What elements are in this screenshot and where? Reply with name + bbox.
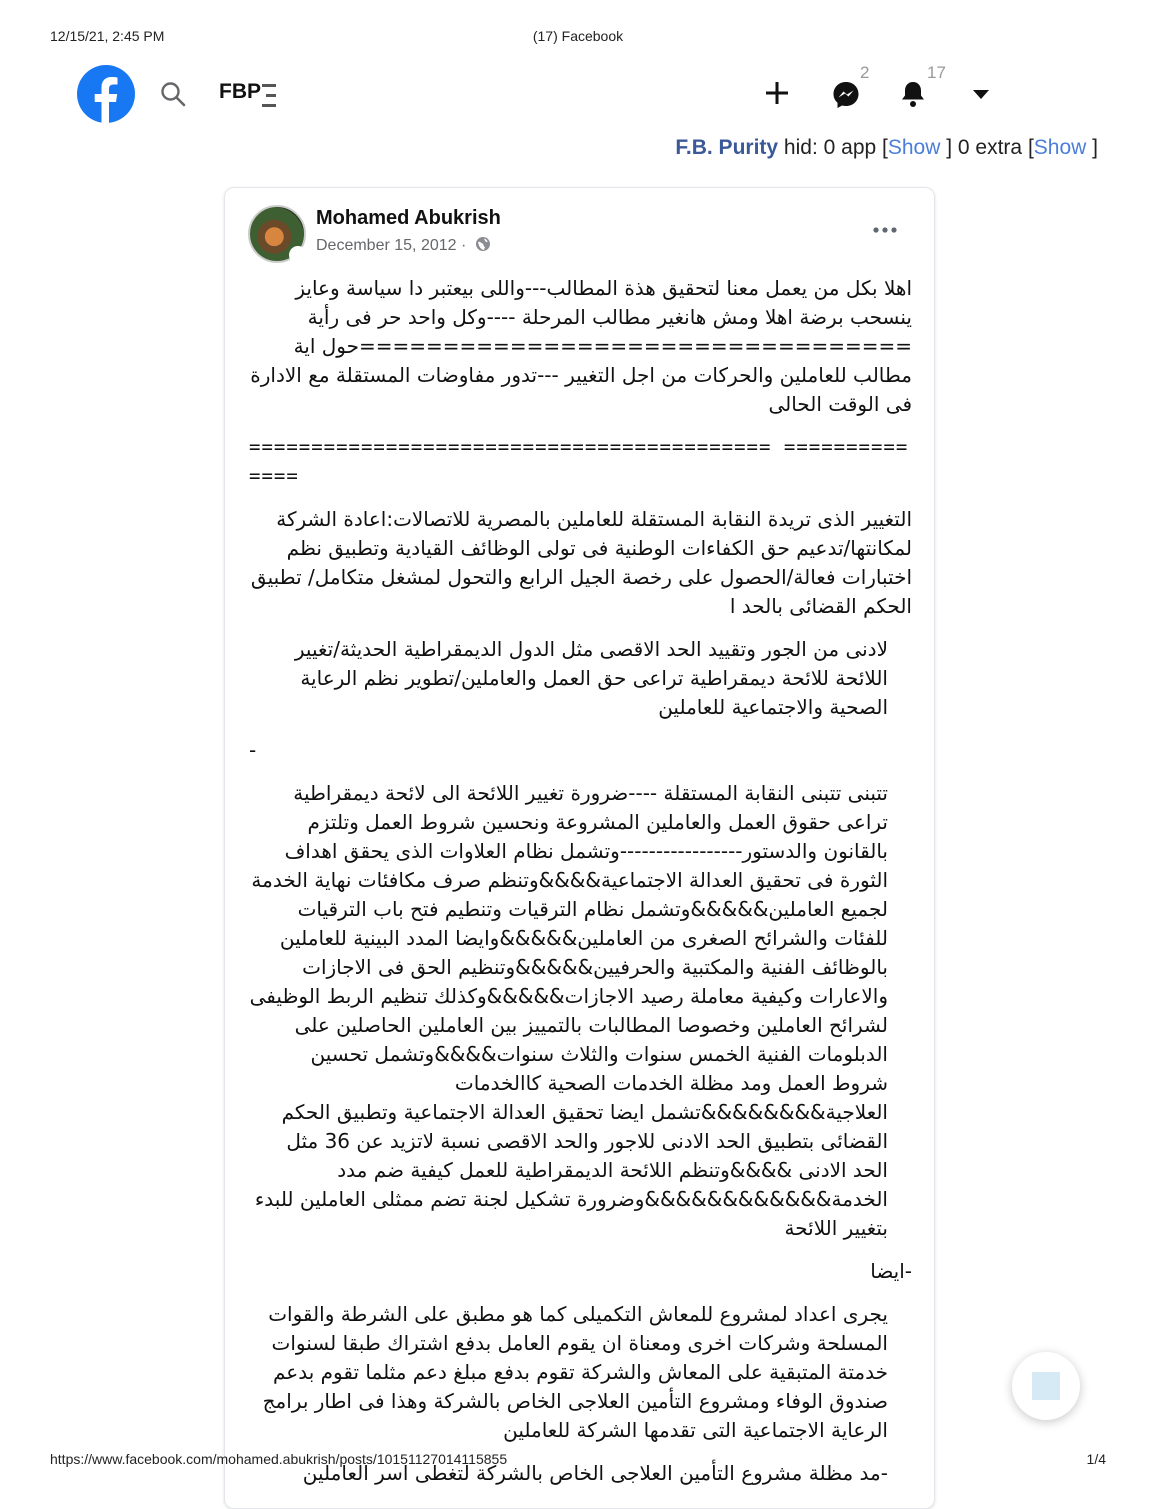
- top-navigation-bar: [0, 62, 1156, 132]
- fbpurity-extra-count: ] 0 extra [: [946, 136, 1034, 159]
- show-apps-link[interactable]: Show: [887, 136, 941, 159]
- post-card: [224, 187, 935, 1509]
- notifications-badge: 17: [927, 63, 946, 82]
- messenger-badge: 2: [860, 63, 870, 82]
- fbpurity-hid-label: hid:: [783, 136, 818, 159]
- post-paragraph: التغيير الذى تريدة النقابة المستقلة للعاملين بالمصرية للاتصالات:اعادة الشركة لمكانتها/تدعيم حق الكفاءات الوطنية فى تولى الوظائف القيادية وتطبيق نظم اختبارات فعالة/الحصول على رخصة الجيل الرابع والتحول لمشغل متكامل/ تطبيق الحكم القضائى بالحد ا: [250, 507, 912, 618]
- post-author[interactable]: Mohamed Abukrish: [316, 207, 501, 229]
- compose-icon: [1032, 1372, 1060, 1400]
- print-page-number: 1/4: [1086, 1451, 1106, 1467]
- globe-icon: [475, 236, 491, 252]
- show-extra-link[interactable]: Show: [1033, 136, 1087, 159]
- post-date[interactable]: [316, 236, 491, 255]
- bell-icon[interactable]: [898, 79, 928, 109]
- post-paragraph: لادنى من الجور وتقييد الحد الاقصى مثل الدول الديمقراطية الحديثة/تغيير اللائحة للائحة ديمقراطية تراعى حق العمل والعاملين/تطوير نظم الرعاية الصحية والاجتماعية للعاملين: [294, 637, 888, 719]
- fbpurity-close-bracket: ]: [1092, 136, 1098, 159]
- post-paragraph: يجرى اعداد لمشروع للمعاش التكميلى كما هو مطبق على الشرطة والقوات المسلحة وشركات اخرى ومعناة ان يقوم العامل بدفع اشتراك طبقا لسنوات خدمتة المتبقية على المعاش والشركة تقوم بدفع مبلغ دعم مثلما تقوم بدعم صندوق الوفاء ومشروع التأمين العلاجى الخاص بالشركة وهذا فى اطار برامج الرعاية الاجتماعية التى تقدمها الشركة للعاملين: [262, 1302, 888, 1442]
- print-header: [50, 28, 1106, 48]
- post-paragraph: -مد مظلة مشروع التأمين العلاجى الخاص بالشركة لتغطى اسر العاملين: [302, 1461, 888, 1485]
- facebook-logo[interactable]: [77, 65, 135, 123]
- post-paragraph: -ايضا: [870, 1259, 912, 1283]
- avatar[interactable]: [248, 205, 306, 263]
- avatar-status-dot: [289, 246, 307, 264]
- search-icon[interactable]: [160, 81, 186, 107]
- post-paragraph: اهلا بكل من يعمل معنا لتحقيق هذة المطالب---واللى بيعتبر دا سياسة وعايز ينسحب برضة اهلا ومش هانغير مطالب المرحلة ----وكل واحد حر فى رأية =================================حول اية مطالب للعاملين والحركات من اجل التغيير ---تدور مفاوضات المستقلة مع الادارة فى الوقت الحالى: [250, 276, 912, 416]
- more-options-icon[interactable]: [872, 226, 898, 234]
- caret-down-icon[interactable]: [970, 86, 992, 102]
- messenger-icon[interactable]: [831, 80, 861, 110]
- new-message-button[interactable]: [1012, 1352, 1080, 1420]
- print-url: https://www.facebook.com/mohamed.abukrish/posts/10151127014115855: [50, 1451, 508, 1467]
- print-date: 12/15/21, 2:45 PM: [50, 28, 165, 44]
- post-paragraph: تتبنى تتبنى النقابة المستقلة ----ضرورة تغيير اللائحة الى لائحة ديمقراطية تراعى حقوق العمل والعاملين المشروعة ونحسين شروط العمل وتلتزم بالقانون والدستور-----------------وتشمل نظام العلاوات الذى يحقق اهداف الثورة فى تحقيق العدالة الاجتماعية&&&&وتنظم صرف مكافئات نهاية الخدمة لجميع العاملين&&&&&وتشمل نظام الترقيات وتنطيم فتح باب الترقيات للفئات والشرائح الصغرى من العاملين&&&&&وايضا المدد البينية للعاملين بالوظائف الفنية والمكتبية والحرفيين&&&&&وتنظيم الحق فى الاجازات والاعارات وكيفية معاملة رصيد الاجازات&&&&&وكذلك تنظيم الربط الوظيفى لشرائح العاملين وخصوصا المطالبات بالتمييز بين العاملين الحاصلين على الدبلومات الفنية الخمس سنوات والثلاث سنوات&&&&وتشمل تحسين شروط العمل ومد مظلة الخدمات الصحية كاالخدمات العلاجية&&&&&&&&تشمل ايضا تحقيق العدالة الاجتماعية وتطبيق الحكم القضائى بتطبيق الحد الادنى للاجور والحد الاقصى نسبة لاتزيد عن 36 مثل الحد الادنى &&&&وتنظم اللائحة الديمقراطية للعمل كيفية ضم مدد الخدمة&&&&&&&&&&&&وضرورة تشكيل لجنة تضم ممثلى العاملين للبدء بتغيير اللائحة: [249, 781, 888, 1240]
- menu-icon[interactable]: [260, 82, 278, 110]
- post-separator: -: [249, 738, 257, 762]
- fbpurity-app-count: 0 app [: [823, 136, 888, 159]
- post-separator: ========================================== ==============: [249, 436, 909, 487]
- fbpurity-status-line: [675, 136, 1098, 160]
- plus-icon[interactable]: [763, 79, 791, 107]
- fbpurity-brand[interactable]: F.B. Purity: [675, 136, 779, 159]
- post-body: [249, 274, 912, 1502]
- page-cutoff: [225, 1442, 933, 1450]
- print-title: (17) Facebook: [532, 28, 624, 44]
- print-footer: [50, 1451, 1106, 1471]
- fbp-label[interactable]: FBP: [219, 80, 261, 103]
- post-date-text: December 15, 2012 ·: [316, 237, 467, 254]
